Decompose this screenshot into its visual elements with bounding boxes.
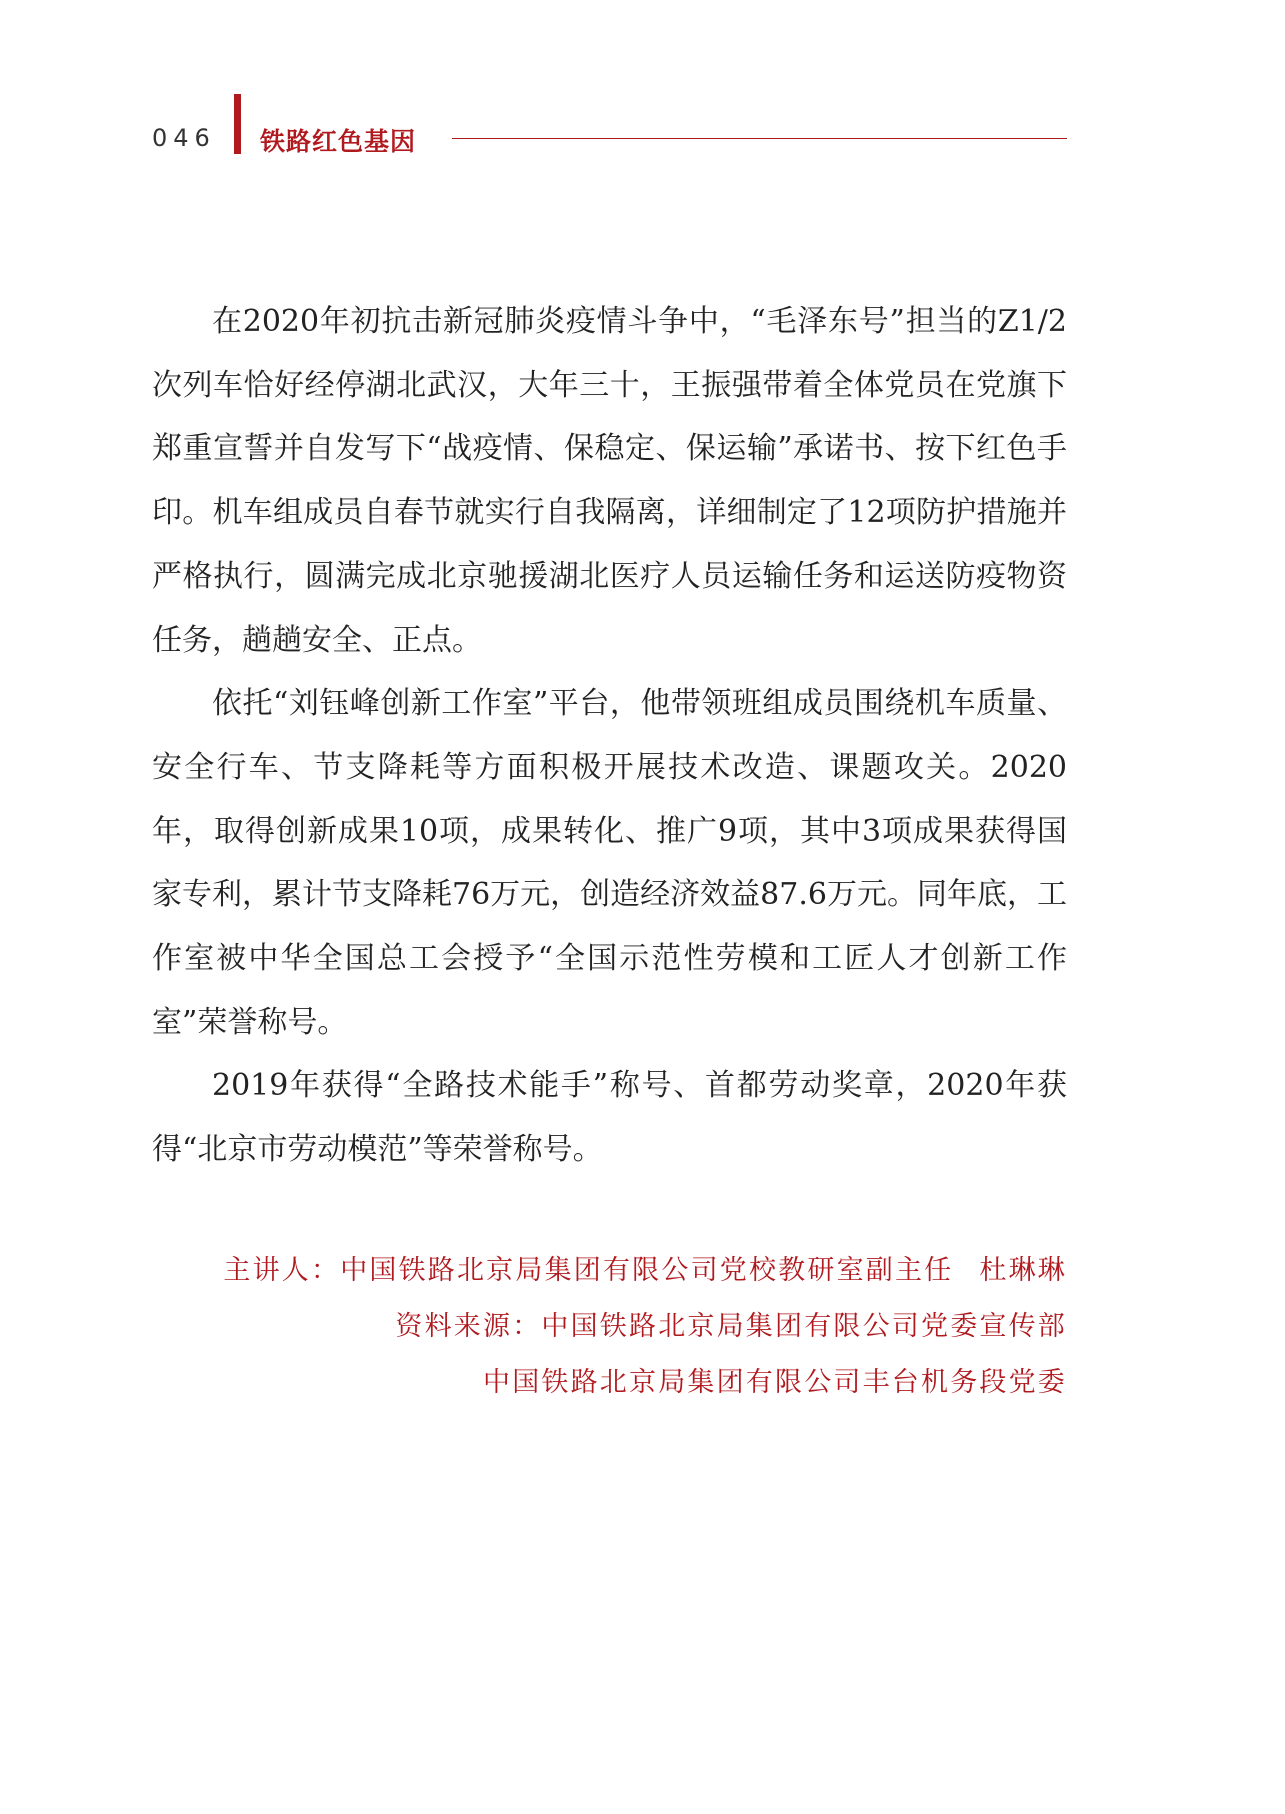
speaker-org: 中国铁路北京局集团有限公司党校教研室副主任	[340, 1255, 954, 1286]
speaker-name: 杜琳琳	[979, 1255, 1067, 1286]
paragraph: 依托“刘钰峰创新工作室”平台，他带领班组成员围绕机车质量、安全行车、节支降耗等方面积极开展技术改造、课题攻关。2020年，取得创新成果10项，成果转化、推广9项，其中3项成果获得国家专利，累计节支降耗76万元，创造经济效益87.6万元。同年底，工作室被中华全国总工会授予“全国示范性劳模和工匠人才创新工作室”荣誉称号。	[152, 686, 1067, 1040]
header-rule	[452, 138, 1067, 139]
credits	[223, 1243, 1067, 1411]
page-header	[152, 94, 1067, 156]
paragraph: 在2020年初抗击新冠肺炎疫情斗争中，“毛泽东号”担当的Z1/2次列车恰好经停湖北武汉，大年三十，王振强带着全体党员在党旗下郑重宣誓并自发写下“战疫情、保稳定、保运输”承诺书、按下红色手印。机车组成员自春节就实行自我隔离，详细制定了12项防护措施并严格执行，圆满完成北京驰援湖北医疗人员运输任务和运送防疫物资任务，趟趟安全、正点。	[152, 304, 1067, 658]
body-text	[152, 290, 1067, 1182]
header-red-bar	[234, 94, 241, 154]
speaker-label: 主讲人：	[223, 1255, 341, 1286]
page-number: 046	[152, 124, 216, 152]
source-line	[223, 1299, 1067, 1355]
source-org: 中国铁路北京局集团有限公司党委宣传部	[541, 1311, 1067, 1342]
speaker-line	[223, 1243, 1067, 1299]
source-label: 资料来源：	[395, 1311, 542, 1342]
book-title: 铁路红色基因	[260, 127, 417, 156]
paragraph: 2019年获得“全路技术能手”称号、首都劳动奖章，2020年获得“北京市劳动模范”等荣誉称号。	[152, 1068, 1067, 1168]
source-line	[223, 1355, 1067, 1411]
source-org: 中国铁路北京局集团有限公司丰台机务段党委	[483, 1367, 1067, 1398]
